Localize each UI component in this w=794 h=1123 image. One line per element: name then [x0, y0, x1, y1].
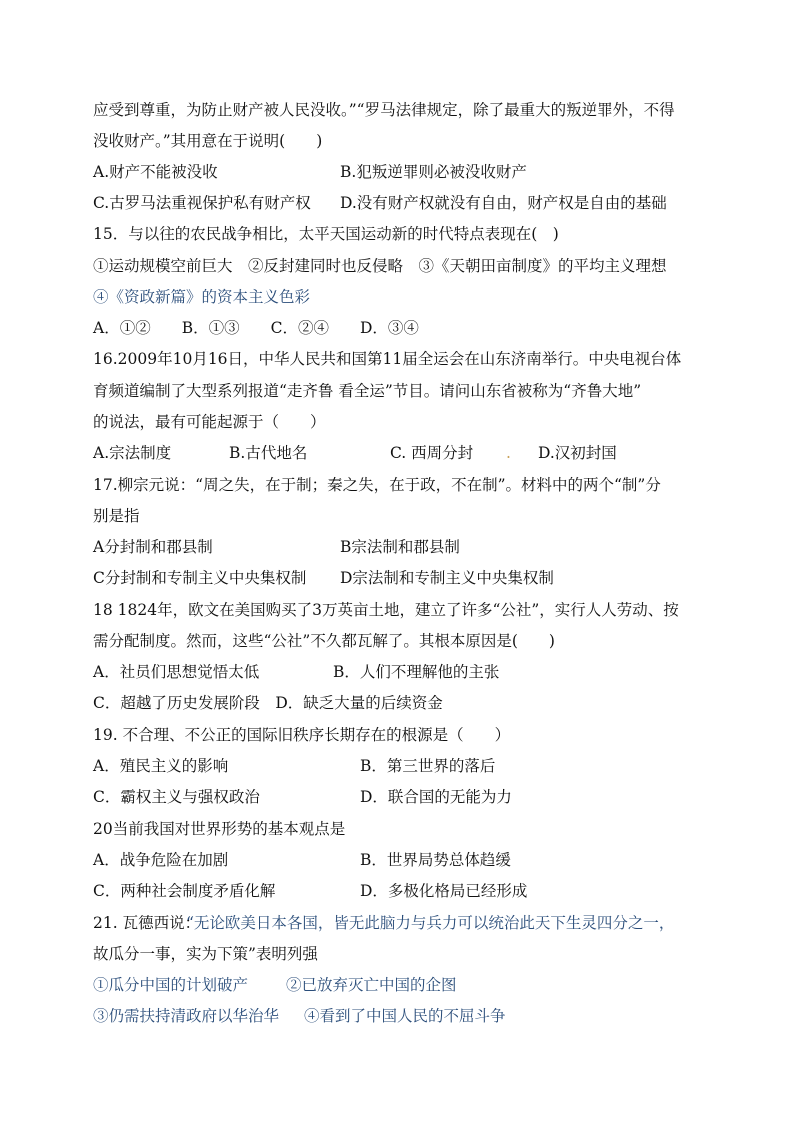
q17-option-d: D宗法制和专制主义中央集权制 — [340, 569, 554, 587]
q15-options: A．①② B．①③ C．②④ D．③④ — [93, 319, 419, 337]
q19-option-c: C．霸权主义与强权政治 — [93, 788, 260, 806]
passage-line-2: 没收财产。”其用意在于说明( ) — [93, 132, 323, 150]
q18-options-row-2: C．超越了历史发展阶段 D．缺乏大量的后续资金 — [93, 694, 443, 712]
q16-stem-line-2: 育频道编制了大型系列报道“走齐鲁 看全运”节目。请问山东省被称为“齐鲁大地” — [93, 382, 642, 400]
q15-stem: 15．与以往的农民战争相比，太平天国运动新的时代特点表现在( ) — [93, 225, 559, 243]
q19-option-d: D．联合国的无能为力 — [360, 788, 512, 806]
stray-dot: . — [506, 444, 511, 462]
q21-quote: “无论欧美日本各国，皆无此脑力与兵力可以统治此天下生灵四分之一， — [186, 914, 675, 932]
q19-option-b: B．第三世界的落后 — [360, 757, 496, 775]
q19-stem: 19. 不合理、不公正的国际旧秩序长期存在的根源是（ ） — [93, 726, 511, 744]
q17-stem-line-1: 17.柳宗元说：“周之失，在于制；秦之失，在于政，不在制”。材料中的两个“制”分 — [93, 476, 661, 494]
q20-stem: 20当前我国对世界形势的基本观点是 — [93, 820, 346, 838]
q16-option-d: D.汉初封国 — [538, 444, 617, 462]
q21-stem-prefix: 21. 瓦德西说： — [93, 914, 201, 932]
q21-item-2: ②已放弃灭亡中国的企图 — [286, 976, 457, 994]
q21-stem-line-2: 故瓜分一事，实为下策”表明列强 — [93, 945, 318, 963]
q18-option-b: B．人们不理解他的主张 — [333, 663, 500, 681]
q20-option-c: C．两种社会制度矛盾化解 — [93, 882, 276, 900]
q14-option-d: D.没有财产权就没有自由，财产权是自由的基础 — [340, 194, 667, 212]
q17-option-a: A分封制和郡县制 — [93, 538, 213, 556]
q19-option-a: A．殖民主义的影响 — [93, 757, 229, 775]
q17-option-c: C分封制和专制主义中央集权制 — [93, 569, 307, 587]
q16-stem-line-1: 16.2009年10月16日，中华人民共和国第11届全运会在山东济南举行。中央电视台体 — [93, 350, 682, 368]
q14-option-a: A.财产不能被没收 — [93, 163, 218, 181]
q17-option-b: B宗法制和郡县制 — [340, 538, 460, 556]
q21-item-3: ③仍需扶持清政府以华治华 — [93, 1007, 280, 1025]
q15-items-line-1: ①运动规模空前巨大 ②反封建同时也反侵略 ③《天朝田亩制度》的平均主义理想 — [93, 257, 667, 275]
q18-stem-line-2: 需分配制度。然而，这些“公社”不久都瓦解了。其根本原因是( ) — [93, 632, 555, 650]
q20-option-d: D．多极化格局已经形成 — [360, 882, 528, 900]
q21-item-1: ①瓜分中国的计划破产 — [93, 976, 249, 994]
q16-option-a: A.宗法制度 — [93, 444, 172, 462]
q14-option-b: B.犯叛逆罪则必被没收财产 — [340, 163, 527, 181]
q14-option-c: C.古罗马法重视保护私有财产权 — [93, 194, 311, 212]
q16-stem-line-3: 的说法，最有可能起源于（ ） — [93, 413, 326, 431]
q20-option-a: A．战争危险在加剧 — [93, 851, 229, 869]
q16-option-c: C. 西周分封 — [390, 444, 474, 462]
q21-item-4: ④看到了中国人民的不屈斗争 — [304, 1007, 506, 1025]
q20-option-b: B．世界局势总体趋缓 — [360, 851, 511, 869]
q18-option-a: A．社员们思想觉悟太低 — [93, 663, 260, 681]
q17-stem-line-2: 别是指 — [93, 507, 140, 525]
passage-line-1: 应受到尊重，为防止财产被人民没收。”“罗马法律规定，除了最重大的叛逆罪外，不得 — [93, 101, 675, 119]
q16-option-b: B.古代地名 — [229, 444, 308, 462]
q15-items-line-2: ④《资政新篇》的资本主义色彩 — [93, 288, 311, 306]
q18-stem-line-1: 18 1824年，欧文在美国购买了3万英亩土地，建立了许多“公社”，实行人人劳动、按 — [93, 601, 679, 619]
